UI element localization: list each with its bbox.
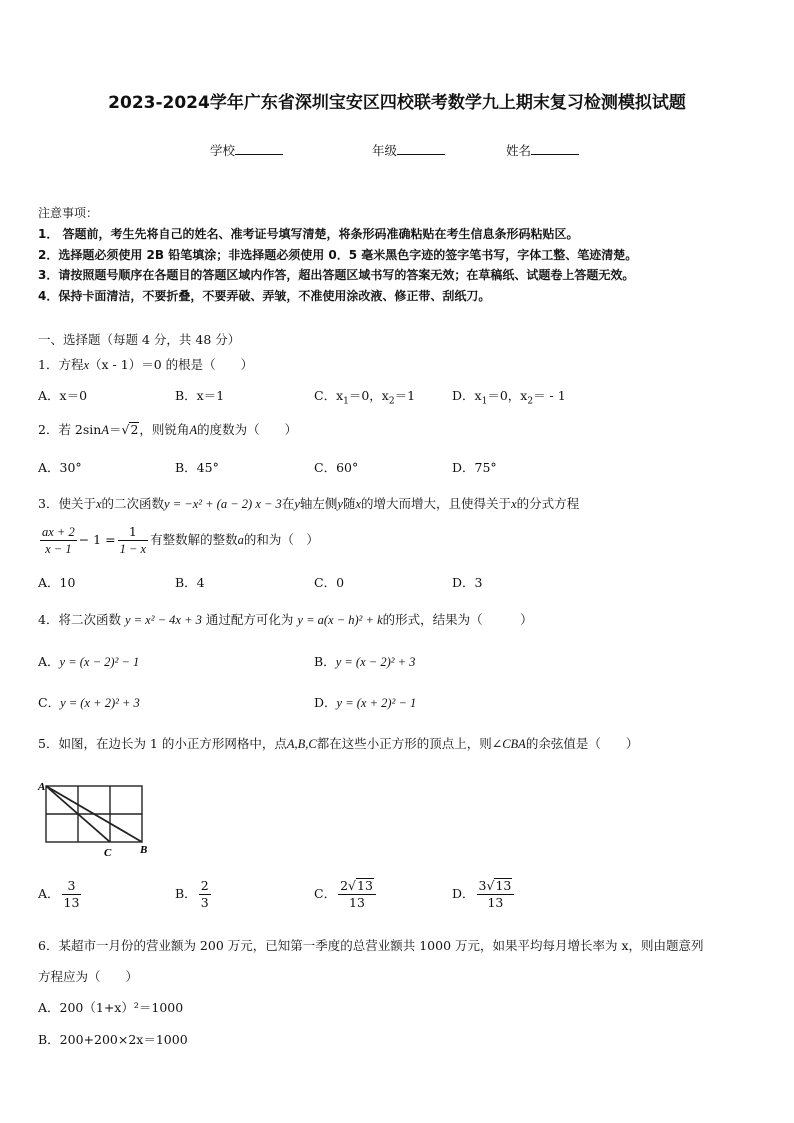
grade-field — [372, 141, 445, 159]
q5-option-c: C． $\frac{2√13}{13}$ — [314, 878, 378, 911]
question-1-stem: 1．方程x（x - 1）＝0 的根是（ ） — [38, 357, 254, 372]
q2-option-a: A．30° — [38, 460, 82, 475]
q5-grid-figure — [36, 776, 156, 860]
q5-option-b: B． $\frac{2}{3}$ — [175, 878, 209, 910]
q1-option-c: C．$x_1=0$，$x_2=1$ — [314, 388, 416, 407]
name-label: 姓名 — [506, 143, 532, 158]
question-3-line-1: 3．使关于x的二次函数y = −x² + (a − 2) x − 3在y轴左侧y随x的增大而增大，且使得关于x的分式方程 — [38, 496, 580, 511]
name-field — [506, 141, 579, 159]
question-6-line-2: 方程应为（ ） — [38, 969, 139, 984]
q3-option-d: D．3 — [452, 575, 483, 590]
q2-option-b: B．45° — [175, 460, 219, 475]
question-3-line-2: $\frac{ax + 2}{x - 1}$ − 1 = $\frac{1}{1 - x}$ 有整数解的整数a的和为（ ） — [42, 524, 319, 556]
figure-point-c: C — [104, 847, 112, 859]
q4-option-c: C．y = (x + 2)² + 3 — [38, 695, 140, 710]
q3-option-c: C．0 — [314, 575, 345, 590]
q1-option-a: A．x＝0 — [38, 388, 88, 403]
question-6-line-1: 6．某超市一月份的营业额为 200 万元，已知第一季度的总营业额共 1000 万元，如果平均每月增长率为 x，则由题意列 — [38, 938, 704, 953]
grade-blank — [397, 142, 445, 155]
question-5-stem: 5．如图，在边长为 1 的小正方形网格中，点A,B,C都在这些小正方形的顶点上，则∠CBA的余弦值是（ ） — [38, 736, 639, 751]
q3-fraction-2: $\frac{1}{1 - x}$ — [119, 524, 147, 556]
school-field — [210, 141, 283, 159]
school-blank — [235, 142, 283, 155]
q4-option-a: A．y = (x − 2)² − 1 — [38, 654, 140, 669]
q4-option-b: B．y = (x − 2)² + 3 — [314, 654, 416, 669]
notice-item-3: 3．请按照题号顺序在各题目的答题区域内作答，超出答题区域书写的答案无效；在草稿纸、试题卷上答题无效。 — [38, 268, 635, 282]
notice-item-1: 1． 答题前，考生先将自己的姓名、准考证号填写清楚，将条形码准确粘贴在考生信息条形码粘贴区。 — [38, 227, 579, 241]
q6-option-a: A．200（1+x）²＝1000 — [38, 1000, 184, 1015]
q3-fraction-1: $\frac{ax + 2}{x - 1}$ — [42, 525, 75, 556]
q1-option-d: D．$x_1=0$，$x_2= - 1$ — [452, 388, 566, 407]
page-title: 2023-2024学年广东省深圳宝安区四校联考数学九上期末复习检测模拟试题 — [108, 93, 686, 113]
q2-option-c: C．60° — [314, 460, 359, 475]
q5-option-a: A． $\frac{3}{13}$ — [38, 878, 80, 910]
q3-option-a: A．10 — [38, 575, 76, 590]
name-blank — [531, 142, 579, 155]
figure-point-a: A — [38, 781, 46, 793]
notice-item-4: 4．保持卡面清洁，不要折叠，不要弄破、弄皱，不准使用涂改液、修正带、刮纸刀。 — [38, 289, 491, 303]
figure-point-b: B — [140, 844, 148, 856]
section-heading: 一、选择题（每题 4 分，共 48 分） — [38, 332, 241, 347]
notice-heading: 注意事项： — [38, 206, 99, 220]
grade-label: 年级 — [372, 143, 398, 158]
question-2-stem: 2．若 2sinA＝√2，则锐角A的度数为（ ） — [38, 422, 298, 437]
q4-option-d: D．y = (x + 2)² − 1 — [314, 695, 417, 710]
school-label: 学校 — [210, 143, 236, 158]
q3-option-b: B．4 — [175, 575, 205, 590]
q1-option-b: B．x＝1 — [175, 388, 225, 403]
q5-option-d: D． $\frac{3√13}{13}$ — [452, 878, 516, 911]
q6-option-b: B．200+200×2x＝1000 — [38, 1032, 188, 1047]
notice-item-2: 2．选择题必须使用 2B 铅笔填涂；非选择题必须使用 0．5 毫米黑色字迹的签字笔书写，字体工整、笔迹清楚。 — [38, 248, 638, 262]
q2-option-d: D．75° — [452, 460, 497, 475]
question-4-stem: 4．将二次函数 y = x² − 4x + 3 通过配方可化为 y = a(x − h)² + k的形式，结果为（ ） — [38, 612, 533, 627]
